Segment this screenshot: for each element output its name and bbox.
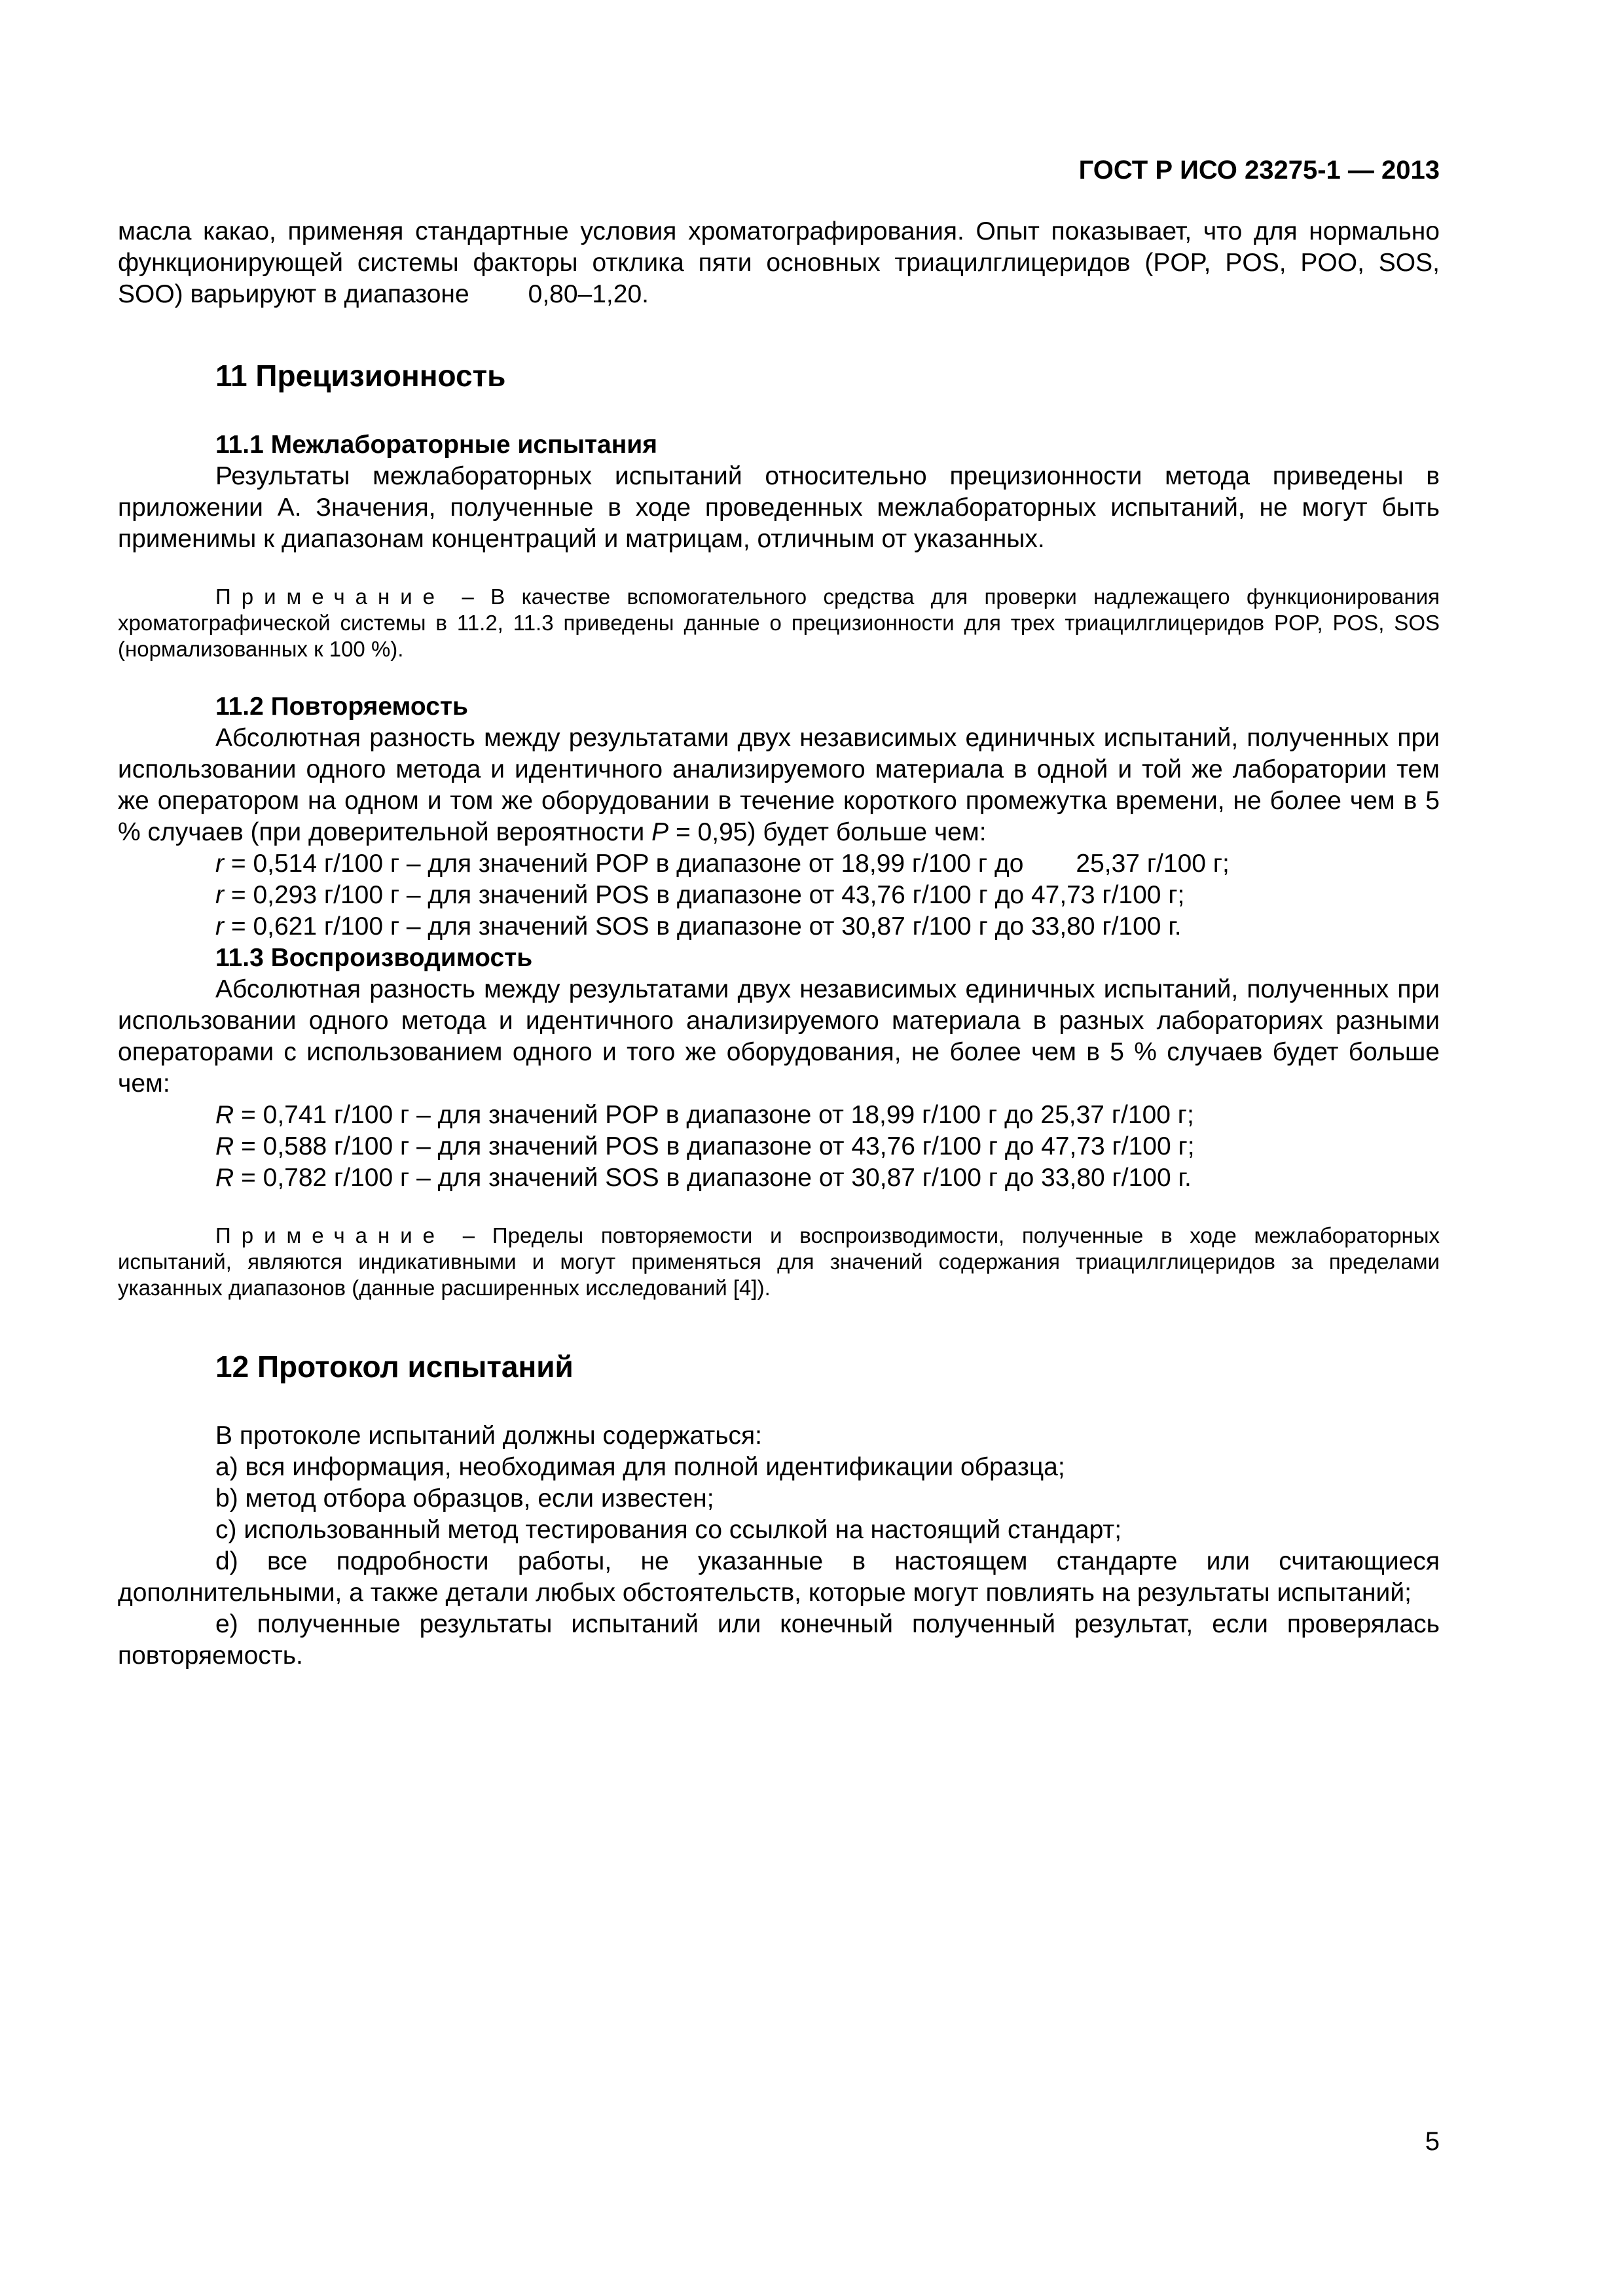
reproducibility-item-pop: R = 0,741 г/100 г – для значений POP в диапазоне от 18,99 г/100 г до 25,37 г/100 г; <box>215 1101 1194 1129</box>
intro-paragraph: масла какао, применяя стандартные условия хроматографирования. Опыт показывает, что для нормально функционирующей системы факторы отклика пяти основных триацилглицеридов (POP, POS, POO, SOS, SOO) варьируют в диапазоне 0,80–1,20. <box>118 217 1440 308</box>
section-11-3-title: 11.3 Воспроизводимость <box>215 944 533 972</box>
note-1-label: Примечание <box>215 584 446 609</box>
reproducibility-item-sos: R = 0,782 г/100 г – для значений SOS в диапазоне от 30,87 г/100 г до 33,80 г/100 г. <box>215 1164 1192 1192</box>
reproducibility-item-pos: R = 0,588 г/100 г – для значений POS в диапазоне от 43,76 г/100 г до 47,73 г/100 г; <box>215 1132 1195 1160</box>
protocol-item-e: е) полученные результаты испытаний или конечный полученный результат, если проверялась повторяемость. <box>118 1610 1440 1670</box>
section-11-2-title: 11.2 Повторяемость <box>215 692 468 721</box>
protocol-item-c: c) использованный метод тестирования со ссылкой на настоящий стандарт; <box>215 1516 1122 1544</box>
section-12-title: 12 Протокол испытаний <box>215 1350 574 1384</box>
repeatability-item-pop: r = 0,514 г/100 г – для значений POP в диапазоне от 18,99 г/100 г до 25,37 г/100 г; <box>215 850 1230 878</box>
note-1: Примечание – В качестве вспомогательного средства для проверки надлежащего функционирования хроматографической системы в 11.2, 11.3 приведены данные о прецизионности для трех триацилглицеридов POP, POS, SOS (нормализованных к 100 %). <box>118 584 1440 661</box>
protocol-item-b: b) метод отбора образцов, если известен; <box>215 1484 714 1513</box>
section-11-1-title: 11.1 Межлабораторные испытания <box>215 431 658 459</box>
document-header: ГОСТ Р ИСО 23275-1 — 2013 <box>1078 156 1440 185</box>
note-2: Примечание – Пределы повторяемости и воспроизводимости, полученные в ходе межлабораторных испытаний, являются индикативными и могут применяться для значений содержания триацилглицеридов за пределами указанных диапазонов (данные расширенных исследований [4]). <box>118 1223 1440 1300</box>
section-11-1-text: Результаты межлабораторных испытаний относительно прецизионности метода приведены в приложении А. Значения, полученные в ходе проведенных межлабораторных испытаний, не могут быть применимы к диапазонам концентраций и матрицам, отличным от указанных. <box>118 462 1440 553</box>
section-11-3-text: Абсолютная разность между результатами двух независимых единичных испытаний, полученных при использовании одного метода и идентичного анализируемого материала в разных лабораториях разными операторами с использованием одного и того же оборудования, не более чем в 5 % случаев будет больше чем: <box>118 975 1440 1098</box>
protocol-item-a: а) вся информация, необходимая для полной идентификации образца; <box>215 1453 1065 1481</box>
note-2-label: Примечание <box>215 1223 446 1247</box>
section-11-2-text: Абсолютная разность между результатами двух независимых единичных испытаний, полученных при использовании одного метода и идентичного анализируемого материала в одной и той же лаборатории тем же оператором на одном и том же оборудовании в течение короткого промежутка времени, не более чем в 5 % случаев (при доверительной вероятности P = 0,95) будет больше чем: <box>118 724 1440 846</box>
section-12-lead: В протоколе испытаний должны содержаться: <box>215 1422 763 1450</box>
document-body <box>118 216 1440 1672</box>
section-11-title: 11 Прецизионность <box>215 359 506 393</box>
protocol-item-d: d) все подробности работы, не указанные в настоящем стандарте или считающиеся дополнительными, а также детали любых обстоятельств, которые могут повлиять на результаты испытаний; <box>118 1547 1440 1607</box>
repeatability-item-sos: r = 0,621 г/100 г – для значений SOS в диапазоне от 30,87 г/100 г до 33,80 г/100 г. <box>215 912 1182 941</box>
repeatability-item-pos: r = 0,293 г/100 г – для значений POS в диапазоне от 43,76 г/100 г до 47,73 г/100 г; <box>215 881 1185 909</box>
document-page <box>118 0 1440 2296</box>
page-number: 5 <box>1425 2127 1440 2156</box>
intro-range: 0,80–1,20. <box>528 280 649 308</box>
